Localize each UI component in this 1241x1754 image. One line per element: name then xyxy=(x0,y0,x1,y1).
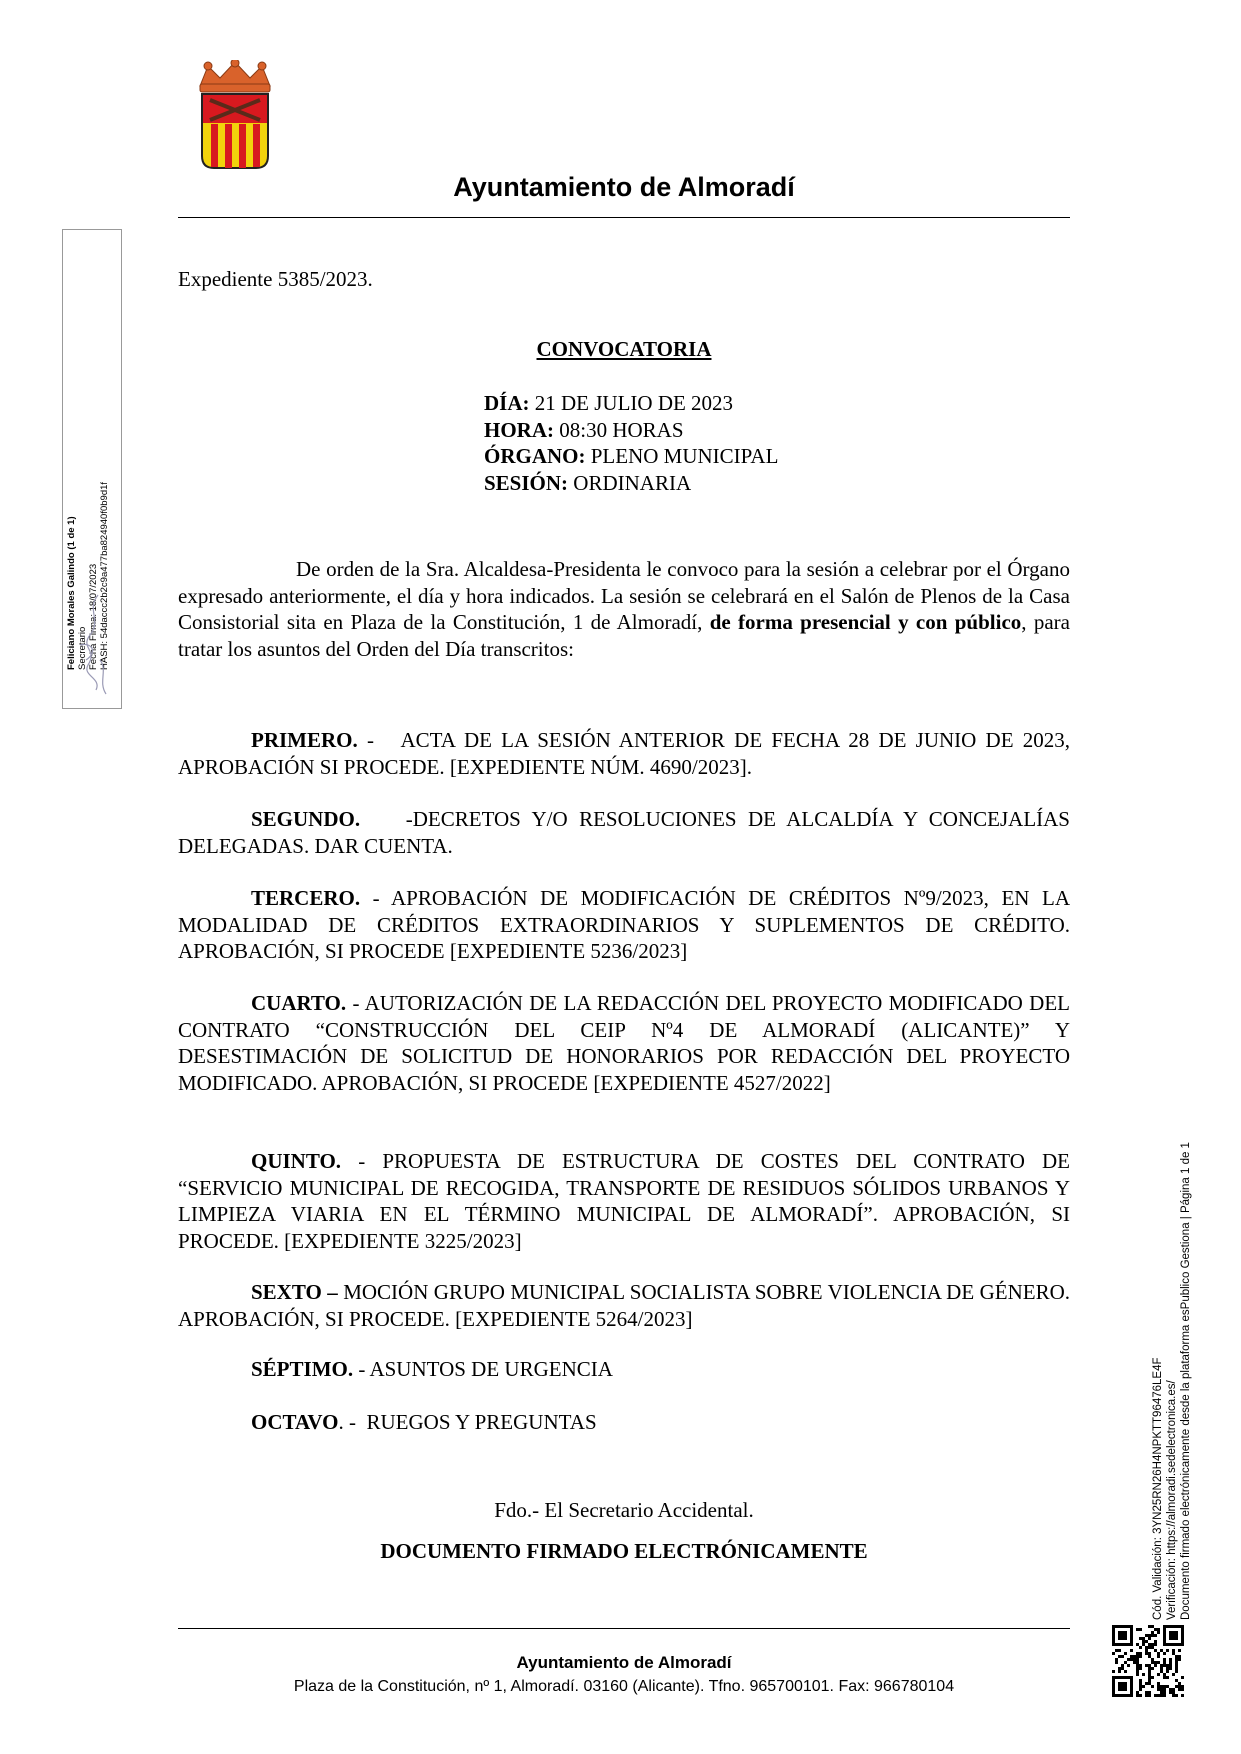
agenda-item-label: OCTAVO xyxy=(251,1410,339,1434)
agenda-item-label: SÉPTIMO. xyxy=(251,1357,354,1381)
agenda-item-separator: - xyxy=(353,1357,370,1381)
intro-paragraph xyxy=(178,556,1070,662)
agenda-item-label: CUARTO. xyxy=(251,991,347,1015)
detail-body-value: PLENO MUNICIPAL xyxy=(585,444,779,468)
agenda-item-separator: - xyxy=(357,728,401,752)
document-title: CONVOCATORIA xyxy=(536,337,712,361)
validation-strip xyxy=(1151,1100,1195,1620)
agenda-item xyxy=(178,806,1070,859)
agenda-item-text: MOCIÓN GRUPO MUNICIPAL SOCIALISTA SOBRE VIOLENCIA DE GÉNERO. APROBACIÓN, SI PROCEDE. [EXPEDIENTE 5264/2023] xyxy=(178,1280,1071,1331)
intro-text: De orden de la Sra. Alcaldesa-Presidenta le convoco para la sesión a celebrar por el Órgano expresado anteriormente, el día y hora indicados. La sesión se celebrará en el Salón de Plenos de la Casa Consistorial sita en Plaza de la Constitución, 1 de Almoradí, xyxy=(178,557,1070,634)
intro-bold: de forma presencial y con público xyxy=(709,610,1022,634)
detail-session-label: SESIÓN: xyxy=(484,470,569,495)
agenda-item-separator: - xyxy=(341,1149,383,1173)
agenda-item xyxy=(178,1409,1070,1436)
agenda-item xyxy=(178,885,1070,965)
agenda-item-separator: - xyxy=(346,991,365,1015)
detail-time-label: HORA: xyxy=(484,417,554,442)
agenda-item xyxy=(178,1148,1070,1254)
agenda-item-label: PRIMERO. xyxy=(251,728,358,752)
municipal-crest-logo xyxy=(194,60,276,172)
session-details xyxy=(484,390,778,496)
agenda-item xyxy=(178,1356,1070,1383)
detail-day-label: DÍA: xyxy=(484,391,530,415)
expediente-number: Expediente 5385/2023. xyxy=(178,267,373,291)
agenda-item xyxy=(178,727,1070,780)
agenda-item-text: ACTA DE LA SESIÓN ANTERIOR DE FECHA 28 DE JUNIO DE 2023, APROBACIÓN SI PROCEDE. [EXPEDIENTE NÚM. 4690/2023]. xyxy=(178,728,1070,779)
agenda-item xyxy=(178,990,1070,1096)
footer-title: Ayuntamiento de Almoradí xyxy=(516,1653,732,1672)
agenda-item-text: AUTORIZACIÓN DE LA REDACCIÓN DEL PROYECTO MODIFICADO DEL CONTRATO “CONSTRUCCIÓN DEL CEIP Nº4 DE ALMORADÍ (ALICANTE)” Y DESESTIMACIÓN DE SOLICITUD DE HONORARIOS POR REDACCIÓN DEL PROYECTO MODIFICADO. APROBACIÓN, SI PROCEDE [EXPEDIENTE 4527/2022] xyxy=(178,991,1070,1095)
agenda-item-text: DECRETOS Y/O RESOLUCIONES DE ALCALDÍA Y CONCEJALÍAS DELEGADAS. DAR CUENTA. xyxy=(178,807,1070,858)
validation-code: Cód. Validación: 3YN25RN26H4NPKTT96476LE4F xyxy=(1152,1357,1164,1620)
handwritten-signature xyxy=(68,590,118,700)
agenda-item-text: PROPUESTA DE ESTRUCTURA DE COSTES DEL CONTRATO DE “SERVICIO MUNICIPAL DE RECOGIDA, TRANSPORTE DE RESIDUOS SÓLIDOS URBANOS Y LIMPIEZA VIARIA EN EL TÉRMINO MUNICIPAL DE ALMORADÍ”. APROBACIÓN, SI PROCEDE. [EXPEDIENTE 3225/2023] xyxy=(178,1149,1070,1253)
verification-url: Verificación: https://almoradi.sedelectronica.es/ xyxy=(1166,1380,1178,1620)
agenda-item-label: TERCERO. xyxy=(251,886,361,910)
header-divider xyxy=(178,217,1070,218)
agenda-item-label: SEXTO – xyxy=(251,1280,338,1304)
signed-notice: DOCUMENTO FIRMADO ELECTRÓNICAMENTE xyxy=(380,1539,868,1563)
agenda-item-separator: . - xyxy=(338,1410,367,1434)
signer-line: Fdo.- El Secretario Accidental. xyxy=(494,1498,754,1522)
agenda-item-text: RUEGOS Y PREGUNTAS xyxy=(366,1410,597,1434)
signature-hash: HASH: 54daccc2b2c9a477ba824940f0b9d1f xyxy=(99,481,110,670)
qr-code-icon xyxy=(1112,1625,1184,1697)
detail-day-value: 21 DE JULIO DE 2023 xyxy=(529,391,734,415)
agenda-item xyxy=(178,1279,1070,1332)
detail-session-value: ORDINARIA xyxy=(568,470,692,495)
detail-day xyxy=(484,390,778,417)
agenda-item-label: SEGUNDO. xyxy=(251,807,361,831)
detail-time xyxy=(484,417,778,444)
agenda-item-separator: - xyxy=(360,886,392,910)
intro-tail: , para tratar los asuntos del Orden del Día transcritos: xyxy=(178,610,1070,661)
detail-body-label: ÓRGANO: xyxy=(484,444,586,468)
footer-divider xyxy=(178,1628,1070,1629)
detail-session xyxy=(484,470,778,497)
agenda-item-text: ASUNTOS DE URGENCIA xyxy=(369,1357,613,1381)
agenda-item-label: QUINTO. xyxy=(251,1149,342,1173)
detail-body xyxy=(484,443,778,470)
footer-address: Plaza de la Constitución, nº 1, Almoradí. 03160 (Alicante). Tfno. 965700101. Fax: 966780104 xyxy=(293,1678,955,1695)
platform-notice: Documento firmado electrónicamente desde la plataforma esPublico Gestiona | Página 1 de 1 xyxy=(1180,1142,1192,1620)
detail-time-value: 08:30 HORAS xyxy=(554,417,684,442)
header-title: Ayuntamiento de Almoradí xyxy=(453,172,795,202)
signature-date: Fecha Firma: 18/07/2023 xyxy=(88,563,99,670)
signer-role: Secretario xyxy=(77,626,88,670)
agenda-item-separator: - xyxy=(360,807,413,831)
signer-name: Feliciano Morales Galindo (1 de 1) xyxy=(66,516,77,670)
agenda-item-text: APROBACIÓN DE MODIFICACIÓN DE CRÉDITOS Nº9/2023, EN LA MODALIDAD DE CRÉDITOS EXTRAORDINARIOS Y SUPLEMENTOS DE CRÉDITO. APROBACIÓN, SI PROCEDE [EXPEDIENTE 5236/2023] xyxy=(178,886,1070,963)
